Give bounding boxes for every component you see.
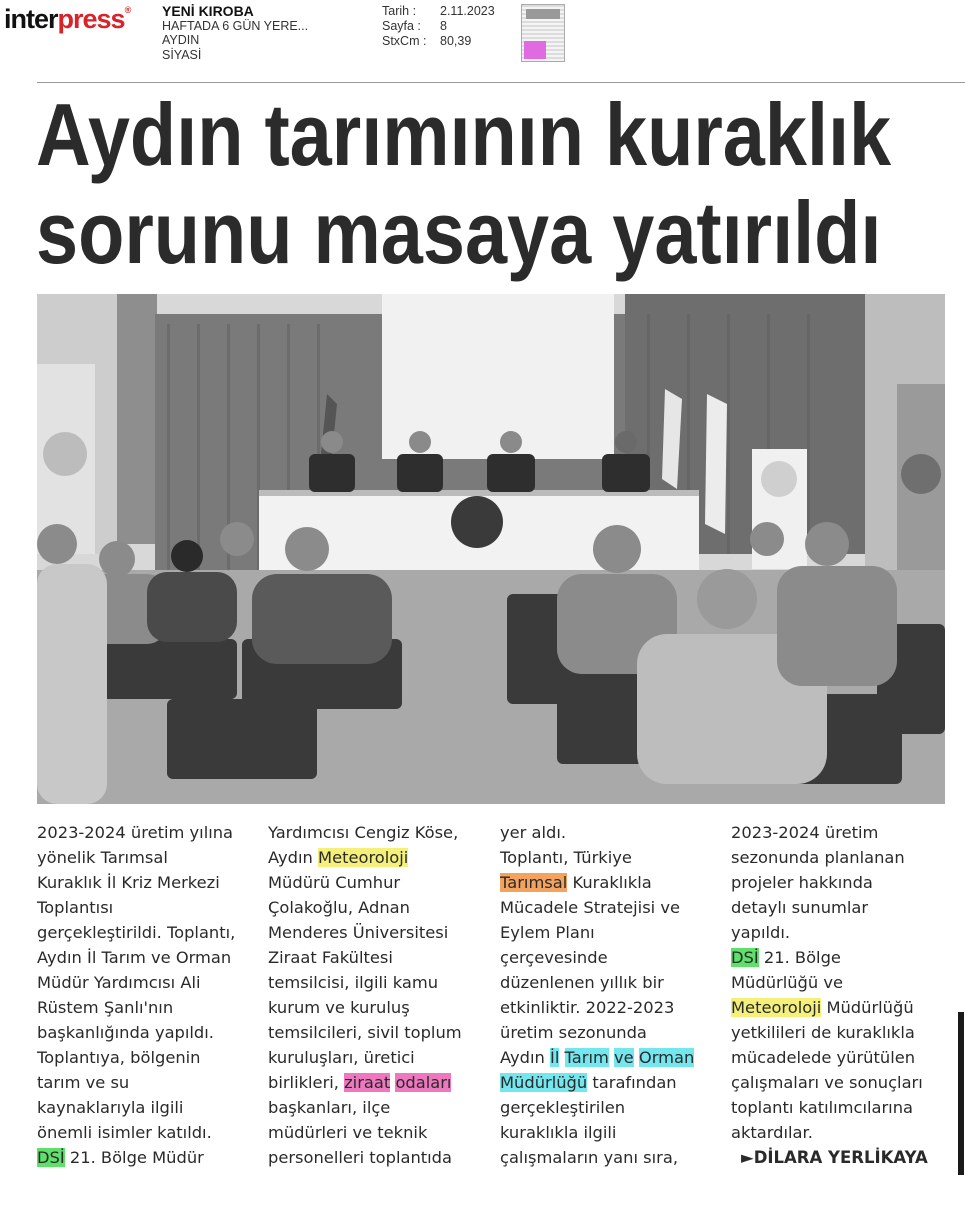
highlight-orman: Orman bbox=[638, 1048, 695, 1067]
headline-line-1: Aydın tarımının kuraklık bbox=[36, 85, 892, 184]
publication-city: AYDIN bbox=[162, 33, 200, 47]
header-divider bbox=[37, 82, 965, 83]
highlight-meteoroloji-2: Meteoroloji bbox=[731, 998, 822, 1017]
col3-text: yer aldı. Toplantı, Türkiye bbox=[500, 823, 632, 867]
col4-text-mid: 21. Bölge Müdürlüğü ve bbox=[731, 948, 844, 992]
author-byline: ►DİLARA YERLİKAYA bbox=[741, 1148, 928, 1167]
highlight-odalari: odaları bbox=[395, 1073, 452, 1092]
col2-text-mid: Müdürü Cumhur Çolakoğlu, Adnan Menderes Üniversitesi Ziraat Fakültesi temsilcisi, ilgili kamu kurum ve kuruluş temsilcileri, sivil toplum kuruluşları, üretici birlikleri, bbox=[268, 873, 462, 1092]
col4-text: 2023-2024 üretim sezonunda planlanan projeler hakkında detaylı sunumlar yapıldı. bbox=[731, 823, 905, 942]
clipping-meta bbox=[382, 4, 495, 49]
col4-text-end: Müdürlüğü yetkilileri de kuraklıkla mücadelede yürütülen çalışmaları ve sonuçları toplantı katılımcılarına aktardılar. bbox=[731, 998, 923, 1142]
meeting-photo bbox=[37, 294, 945, 804]
thumbnail-article-marker bbox=[524, 41, 546, 59]
interpress-logo: interpress® bbox=[4, 4, 131, 34]
page-thumbnail[interactable] bbox=[521, 4, 565, 62]
date-label: Tarih : bbox=[382, 4, 417, 18]
publication-name: YENİ KIROBA bbox=[162, 3, 254, 19]
publication-frequency: HAFTADA 6 GÜN YERE... bbox=[162, 18, 309, 33]
col1-text-end: 21. Bölge Müdür bbox=[64, 1148, 204, 1167]
stxcm-label: StxCm : bbox=[382, 34, 427, 48]
article-headline bbox=[36, 85, 892, 282]
page-label: Sayfa : bbox=[382, 19, 421, 33]
publication-section: SİYASİ bbox=[162, 47, 202, 62]
highlight-tarim: Tarım bbox=[564, 1048, 609, 1067]
article-column-2 bbox=[268, 820, 493, 1170]
highlight-dsi: DSİ bbox=[37, 1148, 65, 1167]
col3-text-mid: Kuraklıkla Mücadele Stratejisi ve Eylem Planı çerçevesinde düzenlenen yıllık bir etkinliktir. 2022-2023 üretim sezonunda Aydın bbox=[500, 873, 681, 1067]
highlight-ve: ve bbox=[614, 1048, 634, 1067]
highlight-mudurlugu: Müdürlüğü bbox=[500, 1073, 588, 1092]
stxcm-value: 80,39 bbox=[440, 34, 472, 48]
highlight-dsi-2: DSİ bbox=[731, 948, 759, 967]
publication-info bbox=[162, 4, 308, 62]
highlight-tarimsal: Tarımsal bbox=[500, 873, 568, 892]
page-value: 8 bbox=[440, 19, 447, 33]
headline-line-2: sorunu masaya yatırıldı bbox=[36, 183, 882, 282]
col3-text-end: tarafından gerçekleştirilen kuraklıkla ilgili çalışmaların yanı sıra, bbox=[500, 1073, 678, 1167]
page-edge-marker bbox=[958, 1012, 964, 1175]
highlight-meteoroloji: Meteoroloji bbox=[318, 848, 409, 867]
highlight-il: İl bbox=[550, 1048, 560, 1067]
article-column-1 bbox=[37, 820, 262, 1170]
article-column-4 bbox=[731, 820, 956, 1145]
date-value: 2.11.2023 bbox=[440, 4, 495, 18]
thumbnail-masthead bbox=[526, 9, 560, 19]
article-column-3 bbox=[500, 820, 725, 1170]
col1-text: 2023-2024 üretim yılına yönelik Tarımsal Kuraklık İl Kriz Merkezi Toplantısı gerçekleştirildi. Toplantı, Aydın İl Tarım ve Orman Müdür Yardımcısı Ali Rüstem Şanlı'nın başkanlığında yapıldı. Toplantıya, bölgenin tarım ve su kaynaklarıyla ilgili önemli isimler katıldı. bbox=[37, 823, 236, 1142]
highlight-ziraat: ziraat bbox=[344, 1073, 391, 1092]
col2-text-end: başkanları, ilçe müdürleri ve teknik personelleri toplantıda bbox=[268, 1098, 452, 1167]
col2-text: Yardımcısı Cengiz Köse, Aydın bbox=[268, 823, 459, 867]
